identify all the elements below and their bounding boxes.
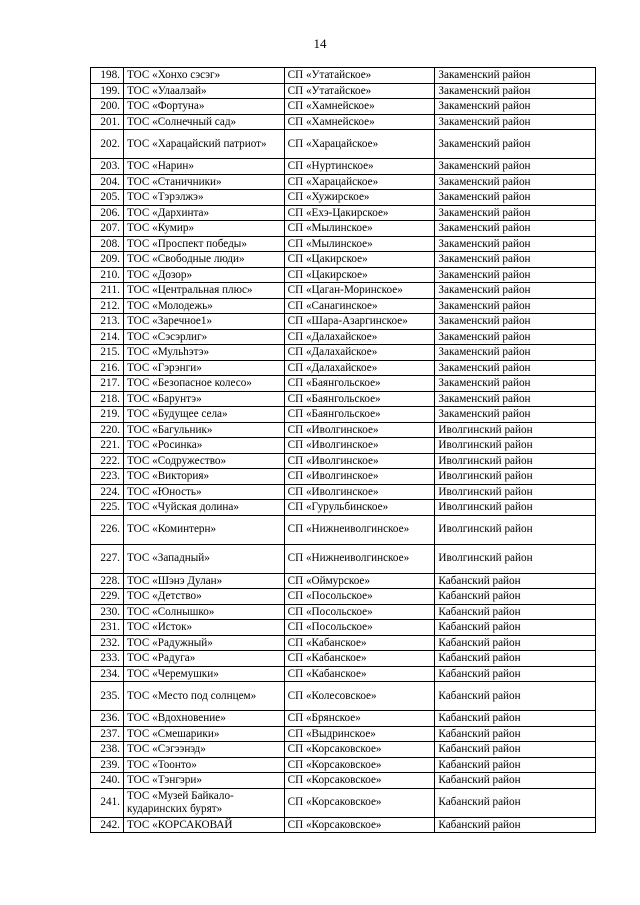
row-number: 215. — [91, 345, 124, 361]
table-row — [91, 757, 596, 773]
tos-name-cell: ТОС «Черемушки» — [123, 666, 284, 682]
row-number: 234. — [91, 666, 124, 682]
district-cell: Кабанский район — [435, 635, 596, 651]
tos-name-cell: ТОС «Содружество» — [123, 453, 284, 469]
tos-name-cell: ТОС «Детство» — [123, 589, 284, 605]
settlement-cell: СП «Харацайское» — [284, 174, 435, 190]
settlement-cell: СП «Цаган-Моринское» — [284, 283, 435, 299]
district-cell: Закаменский район — [435, 205, 596, 221]
settlement-cell: СП «Хужирское» — [284, 190, 435, 206]
table-row — [91, 726, 596, 742]
tos-name-cell: ТОС «Солнечный сад» — [123, 114, 284, 130]
table-row — [91, 174, 596, 190]
table-row — [91, 573, 596, 589]
settlement-cell: СП «Корсаковское» — [284, 742, 435, 758]
tos-name-cell: ТОС «Будущее села» — [123, 407, 284, 423]
settlement-cell: СП «Иволгинское» — [284, 438, 435, 454]
district-cell: Закаменский район — [435, 376, 596, 392]
settlement-cell: СП «Баянгольское» — [284, 376, 435, 392]
table-row — [91, 130, 596, 159]
row-number: 213. — [91, 314, 124, 330]
tos-name-cell: ТОС «Сэсэрлиг» — [123, 329, 284, 345]
district-cell: Закаменский район — [435, 174, 596, 190]
settlement-cell: СП «Цакирское» — [284, 267, 435, 283]
tos-name-cell: ТОС «Багульник» — [123, 422, 284, 438]
row-number: 242. — [91, 817, 124, 833]
settlement-cell: СП «Цакирское» — [284, 252, 435, 268]
table-row — [91, 314, 596, 330]
district-cell: Иволгинский район — [435, 469, 596, 485]
row-number: 238. — [91, 742, 124, 758]
district-cell: Кабанский район — [435, 711, 596, 727]
table-row — [91, 99, 596, 115]
district-cell: Кабанский район — [435, 742, 596, 758]
district-cell: Кабанский район — [435, 573, 596, 589]
settlement-cell: СП «Гурульбинское» — [284, 500, 435, 516]
district-cell: Закаменский район — [435, 329, 596, 345]
tos-name-cell: ТОС «Хонхо сэсэг» — [123, 68, 284, 84]
table-row — [91, 345, 596, 361]
table-row — [91, 817, 596, 833]
table-row — [91, 711, 596, 727]
tos-name-cell: ТОС «Сэгээнэд» — [123, 742, 284, 758]
district-cell: Закаменский район — [435, 314, 596, 330]
row-number: 211. — [91, 283, 124, 299]
row-number: 229. — [91, 589, 124, 605]
settlement-cell: СП «Далахайское» — [284, 329, 435, 345]
table-row — [91, 283, 596, 299]
district-cell: Закаменский район — [435, 360, 596, 376]
settlement-cell: СП «Оймурское» — [284, 573, 435, 589]
settlement-cell: СП «Кабанское» — [284, 666, 435, 682]
settlement-cell: СП «Утатайское» — [284, 68, 435, 84]
tos-name-cell: ТОС «Шэнэ Дулан» — [123, 573, 284, 589]
settlement-cell: СП «Иволгинское» — [284, 484, 435, 500]
district-cell: Закаменский район — [435, 283, 596, 299]
table-row — [91, 252, 596, 268]
district-cell: Кабанский район — [435, 666, 596, 682]
district-cell: Закаменский район — [435, 99, 596, 115]
tos-name-cell: ТОС «Станичники» — [123, 174, 284, 190]
district-cell: Закаменский район — [435, 83, 596, 99]
district-cell: Иволгинский район — [435, 453, 596, 469]
settlement-cell: СП «Ехэ-Цакирское» — [284, 205, 435, 221]
table-row — [91, 221, 596, 237]
settlement-cell: СП «Шара-Азаргинское» — [284, 314, 435, 330]
district-cell: Закаменский район — [435, 252, 596, 268]
settlement-cell: СП «Баянгольское» — [284, 407, 435, 423]
row-number: 208. — [91, 236, 124, 252]
table-row — [91, 635, 596, 651]
tos-name-cell: ТОС «Тоонто» — [123, 757, 284, 773]
row-number: 204. — [91, 174, 124, 190]
settlement-cell: СП «Далахайское» — [284, 360, 435, 376]
row-number: 207. — [91, 221, 124, 237]
row-number: 241. — [91, 788, 124, 817]
tos-name-cell: ТОС «Росинка» — [123, 438, 284, 454]
row-number: 232. — [91, 635, 124, 651]
district-cell: Закаменский район — [435, 236, 596, 252]
row-number: 228. — [91, 573, 124, 589]
table-row — [91, 360, 596, 376]
district-cell: Кабанский район — [435, 620, 596, 636]
row-number: 218. — [91, 391, 124, 407]
district-cell: Иволгинский район — [435, 515, 596, 544]
row-number: 221. — [91, 438, 124, 454]
tos-name-cell: ТОС «Вдохновение» — [123, 711, 284, 727]
district-cell: Кабанский район — [435, 682, 596, 711]
row-number: 220. — [91, 422, 124, 438]
district-cell: Кабанский район — [435, 757, 596, 773]
tos-name-cell: ТОС «Центральная плюс» — [123, 283, 284, 299]
settlement-cell: СП «Посольское» — [284, 604, 435, 620]
table-row — [91, 438, 596, 454]
row-number: 230. — [91, 604, 124, 620]
row-number: 202. — [91, 130, 124, 159]
row-number: 231. — [91, 620, 124, 636]
district-cell: Закаменский район — [435, 221, 596, 237]
district-cell: Кабанский район — [435, 773, 596, 789]
tos-name-cell: ТОС «Безопасное колесо» — [123, 376, 284, 392]
district-cell: Закаменский район — [435, 68, 596, 84]
district-cell: Иволгинский район — [435, 484, 596, 500]
row-number: 214. — [91, 329, 124, 345]
district-cell: Кабанский район — [435, 817, 596, 833]
table-row — [91, 298, 596, 314]
settlement-cell: СП «Нижнеиволгинское» — [284, 544, 435, 573]
settlement-cell: СП «Брянское» — [284, 711, 435, 727]
settlement-cell: СП «Мылинское» — [284, 236, 435, 252]
tos-name-cell: ТОС «Мульһэтэ» — [123, 345, 284, 361]
tos-name-cell: ТОС «Улаалзай» — [123, 83, 284, 99]
row-number: 236. — [91, 711, 124, 727]
table-row — [91, 500, 596, 516]
row-number: 198. — [91, 68, 124, 84]
table-row — [91, 666, 596, 682]
tos-name-cell: ТОС «Радуга» — [123, 651, 284, 667]
settlement-cell: СП «Корсаковское» — [284, 757, 435, 773]
settlement-cell: СП «Иволгинское» — [284, 469, 435, 485]
row-number: 235. — [91, 682, 124, 711]
district-cell: Закаменский район — [435, 345, 596, 361]
tos-name-cell: ТОС «Проспект победы» — [123, 236, 284, 252]
settlement-cell: СП «Харацайское» — [284, 130, 435, 159]
settlement-cell: СП «Посольское» — [284, 589, 435, 605]
tos-name-cell: ТОС «Молодежь» — [123, 298, 284, 314]
table-row — [91, 604, 596, 620]
district-cell: Закаменский район — [435, 190, 596, 206]
district-cell: Закаменский район — [435, 159, 596, 175]
tos-name-cell: ТОС «Свободные люди» — [123, 252, 284, 268]
district-cell: Кабанский район — [435, 788, 596, 817]
table-row — [91, 453, 596, 469]
row-number: 225. — [91, 500, 124, 516]
row-number: 224. — [91, 484, 124, 500]
tos-name-cell: ТОС «Западный» — [123, 544, 284, 573]
tos-name-cell: ТОС «Тэрэлжэ» — [123, 190, 284, 206]
tos-name-cell: ТОС «Солнышко» — [123, 604, 284, 620]
table-row — [91, 407, 596, 423]
row-number: 226. — [91, 515, 124, 544]
district-cell: Кабанский район — [435, 589, 596, 605]
row-number: 239. — [91, 757, 124, 773]
district-cell: Закаменский район — [435, 407, 596, 423]
table-row — [91, 267, 596, 283]
settlement-cell: СП «Колесовское» — [284, 682, 435, 711]
tos-name-cell: ТОС «Харацайский патриот» — [123, 130, 284, 159]
table-row — [91, 68, 596, 84]
tos-name-cell: ТОС «КОРСАКОВАЙ — [123, 817, 284, 833]
table-row — [91, 515, 596, 544]
row-number: 237. — [91, 726, 124, 742]
settlement-cell: СП «Хамнейское» — [284, 114, 435, 130]
table-row — [91, 422, 596, 438]
settlement-cell: СП «Кабанское» — [284, 651, 435, 667]
tos-name-cell: ТОС «Заречное1» — [123, 314, 284, 330]
settlement-cell: СП «Посольское» — [284, 620, 435, 636]
row-number: 206. — [91, 205, 124, 221]
district-cell: Закаменский район — [435, 114, 596, 130]
row-number: 200. — [91, 99, 124, 115]
tos-name-cell: ТОС «Юность» — [123, 484, 284, 500]
district-cell: Иволгинский район — [435, 438, 596, 454]
table-row — [91, 788, 596, 817]
tos-name-cell: ТОС «Музей Байкало-кударинских бурят» — [123, 788, 284, 817]
page-number: 14 — [313, 36, 327, 51]
row-number: 223. — [91, 469, 124, 485]
district-cell: Иволгинский район — [435, 422, 596, 438]
district-cell: Кабанский район — [435, 651, 596, 667]
tos-name-cell: ТОС «Кумир» — [123, 221, 284, 237]
tos-name-cell: ТОС «Радужный» — [123, 635, 284, 651]
table-row — [91, 682, 596, 711]
tos-name-cell: ТОС «Место под солнцем» — [123, 682, 284, 711]
settlement-cell: СП «Далахайское» — [284, 345, 435, 361]
tos-name-cell: ТОС «Барунтэ» — [123, 391, 284, 407]
table-row — [91, 114, 596, 130]
district-cell: Иволгинский район — [435, 544, 596, 573]
settlement-cell: СП «Выдринское» — [284, 726, 435, 742]
settlement-cell: СП «Корсаковское» — [284, 788, 435, 817]
tos-name-cell: ТОС «Фортуна» — [123, 99, 284, 115]
table-row — [91, 376, 596, 392]
table-row — [91, 236, 596, 252]
district-cell: Закаменский район — [435, 267, 596, 283]
district-cell: Иволгинский район — [435, 500, 596, 516]
table-row — [91, 620, 596, 636]
table-row — [91, 159, 596, 175]
tos-name-cell: ТОС «Чуйская долина» — [123, 500, 284, 516]
table-row — [91, 205, 596, 221]
settlement-cell: СП «Санагинское» — [284, 298, 435, 314]
settlement-cell: СП «Иволгинское» — [284, 422, 435, 438]
settlement-cell: СП «Мылинское» — [284, 221, 435, 237]
row-number: 219. — [91, 407, 124, 423]
table-row — [91, 190, 596, 206]
table-row — [91, 773, 596, 789]
row-number: 240. — [91, 773, 124, 789]
district-cell: Закаменский район — [435, 391, 596, 407]
tos-name-cell: ТОС «Коминтерн» — [123, 515, 284, 544]
settlement-cell: СП «Нижнеиволгинское» — [284, 515, 435, 544]
settlement-cell: СП «Хамнейское» — [284, 99, 435, 115]
row-number: 212. — [91, 298, 124, 314]
row-number: 222. — [91, 453, 124, 469]
table-row — [91, 469, 596, 485]
district-cell: Закаменский район — [435, 298, 596, 314]
table-row — [91, 742, 596, 758]
row-number: 203. — [91, 159, 124, 175]
table-row — [91, 83, 596, 99]
table-body — [91, 68, 596, 833]
settlement-cell: СП «Кабанское» — [284, 635, 435, 651]
tos-name-cell: ТОС «Нарин» — [123, 159, 284, 175]
row-number: 209. — [91, 252, 124, 268]
settlement-cell: СП «Нуртинское» — [284, 159, 435, 175]
tos-name-cell: ТОС «Тэнгэри» — [123, 773, 284, 789]
row-number: 210. — [91, 267, 124, 283]
row-number: 201. — [91, 114, 124, 130]
table-row — [91, 651, 596, 667]
row-number: 199. — [91, 83, 124, 99]
row-number: 217. — [91, 376, 124, 392]
row-number: 227. — [91, 544, 124, 573]
tos-name-cell: ТОС «Дархинта» — [123, 205, 284, 221]
tos-name-cell: ТОС «Гэрэнги» — [123, 360, 284, 376]
table-row — [91, 329, 596, 345]
tos-name-cell: ТОС «Смешарики» — [123, 726, 284, 742]
table-row — [91, 391, 596, 407]
settlement-cell: СП «Утатайское» — [284, 83, 435, 99]
row-number: 205. — [91, 190, 124, 206]
settlement-cell: СП «Корсаковское» — [284, 773, 435, 789]
tos-name-cell: ТОС «Дозор» — [123, 267, 284, 283]
settlement-cell: СП «Корсаковское» — [284, 817, 435, 833]
tos-name-cell: ТОС «Исток» — [123, 620, 284, 636]
district-cell: Кабанский район — [435, 604, 596, 620]
district-cell: Кабанский район — [435, 726, 596, 742]
table-row — [91, 589, 596, 605]
tos-name-cell: ТОС «Виктория» — [123, 469, 284, 485]
row-number: 216. — [91, 360, 124, 376]
table-row — [91, 484, 596, 500]
settlement-cell: СП «Иволгинское» — [284, 453, 435, 469]
row-number: 233. — [91, 651, 124, 667]
table-row — [91, 544, 596, 573]
tos-registry-table — [90, 67, 596, 833]
district-cell: Закаменский район — [435, 130, 596, 159]
settlement-cell: СП «Баянгольское» — [284, 391, 435, 407]
